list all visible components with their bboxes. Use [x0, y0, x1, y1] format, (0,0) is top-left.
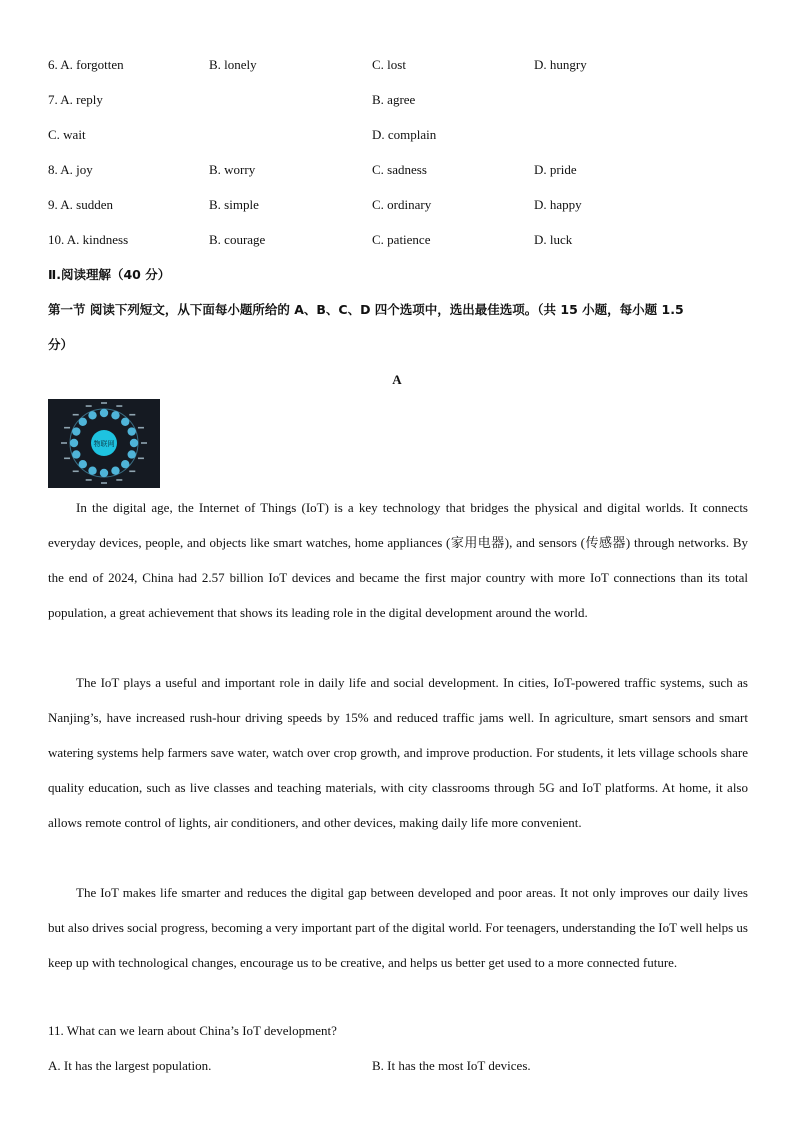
option: C. patience: [372, 232, 431, 247]
option: C. lost: [372, 57, 406, 72]
hub-label: 物联网: [93, 440, 115, 448]
option: B. lonely: [209, 57, 257, 72]
device-icon: [72, 427, 80, 435]
option: B. courage: [209, 232, 266, 247]
option: D. complain: [372, 127, 437, 142]
option: 8. A. joy: [48, 162, 93, 177]
passage-paragraph: The IoT makes life smarter and reduces the digital gap between developed and poor areas. It not only improves our daily lives but also drives social progress, becoming a very important part of the digital world. For teenagers, understanding the IoT well helps us keep up with technological changes, encourage us to be creative, and helps us better get used to a more connected future.: [48, 885, 748, 970]
device-icon: [111, 411, 119, 419]
device-icon: [128, 427, 136, 435]
device-caption-mark: [64, 458, 70, 460]
option: D. happy: [534, 197, 582, 212]
device-icon: [88, 411, 96, 419]
option: D. luck: [534, 232, 573, 247]
device-icon: [72, 450, 80, 458]
option: C. wait: [48, 127, 86, 142]
passage-label: A: [392, 372, 402, 387]
device-icon: [121, 418, 129, 426]
iot-ring-icon: [48, 399, 160, 488]
device-icon: [121, 460, 129, 468]
device-caption-mark: [116, 405, 122, 407]
iot-diagram-image: [48, 399, 160, 488]
option-a: A. It has the largest population.: [48, 1058, 212, 1073]
option: B. worry: [209, 162, 256, 177]
device-icon: [130, 439, 138, 447]
device-caption-mark: [138, 458, 144, 460]
device-icon: [79, 418, 87, 426]
option: C. ordinary: [372, 197, 432, 212]
device-caption-mark: [61, 442, 67, 444]
device-icon: [100, 409, 108, 417]
option: 7. A. reply: [48, 92, 103, 107]
device-icon: [79, 460, 87, 468]
option: D. pride: [534, 162, 577, 177]
passage-paragraph: The IoT plays a useful and important role in daily life and social development. In cities, IoT-powered traffic systems, such as Nanjing’s, have increased rush-hour driving speeds by 15% and reduced traffic jams well. In agriculture, smart sensors and smart watering systems help farmers save water, watch over crop growth, and improve production. For students, it lets village schools share quality education, such as live classes and teaching materials, with city classrooms through 5G and IoT platforms. At home, it also allows remote control of lights, air conditioners, and other devices, making daily life more convenient.: [48, 675, 748, 830]
device-caption-mark: [86, 479, 92, 481]
device-caption-mark: [116, 479, 122, 481]
section-title: Ⅱ.阅读理解（40 分）: [48, 267, 171, 282]
option: 10. A. kindness: [48, 232, 129, 247]
option: D. hungry: [534, 57, 587, 72]
option: 9. A. sudden: [48, 197, 113, 212]
section-instruction-continued: 分）: [48, 337, 74, 352]
device-caption-mark: [101, 482, 107, 484]
device-caption-mark: [64, 427, 70, 429]
device-icon: [111, 467, 119, 475]
device-icon: [100, 469, 108, 477]
option: B. agree: [372, 92, 416, 107]
option: C. sadness: [372, 162, 427, 177]
device-caption-mark: [73, 414, 79, 416]
question-stem: 11. What can we learn about China’s IoT development?: [48, 1023, 337, 1038]
section-instruction: 第一节 阅读下列短文，从下面每小题所给的 A、B、C、D 四个选项中，选出最佳选项。（共 15 小题，每小题 1.5: [48, 302, 684, 317]
device-caption-mark: [141, 442, 147, 444]
device-caption-mark: [86, 405, 92, 407]
option: 6. A. forgotten: [48, 57, 124, 72]
option-b: B. It has the most IoT devices.: [372, 1058, 531, 1073]
passage-paragraph: In the digital age, the Internet of Things (IoT) is a key technology that bridges the physical and digital worlds. It connects everyday devices, people, and objects like smart watches, home appliances (家用电器), and sensors (传感器) through networks. By the end of 2024, China had 2.57 billion IoT devices and became the first major country with more IoT connections than its total population, a great achievement that shows its leading role in the digital development around the world.: [48, 500, 748, 620]
device-caption-mark: [129, 414, 135, 416]
device-icon: [128, 450, 136, 458]
device-icon: [88, 467, 96, 475]
device-icon: [70, 439, 78, 447]
device-caption-mark: [138, 427, 144, 429]
device-caption-mark: [73, 470, 79, 472]
option: B. simple: [209, 197, 259, 212]
device-caption-mark: [129, 470, 135, 472]
device-caption-mark: [101, 402, 107, 404]
